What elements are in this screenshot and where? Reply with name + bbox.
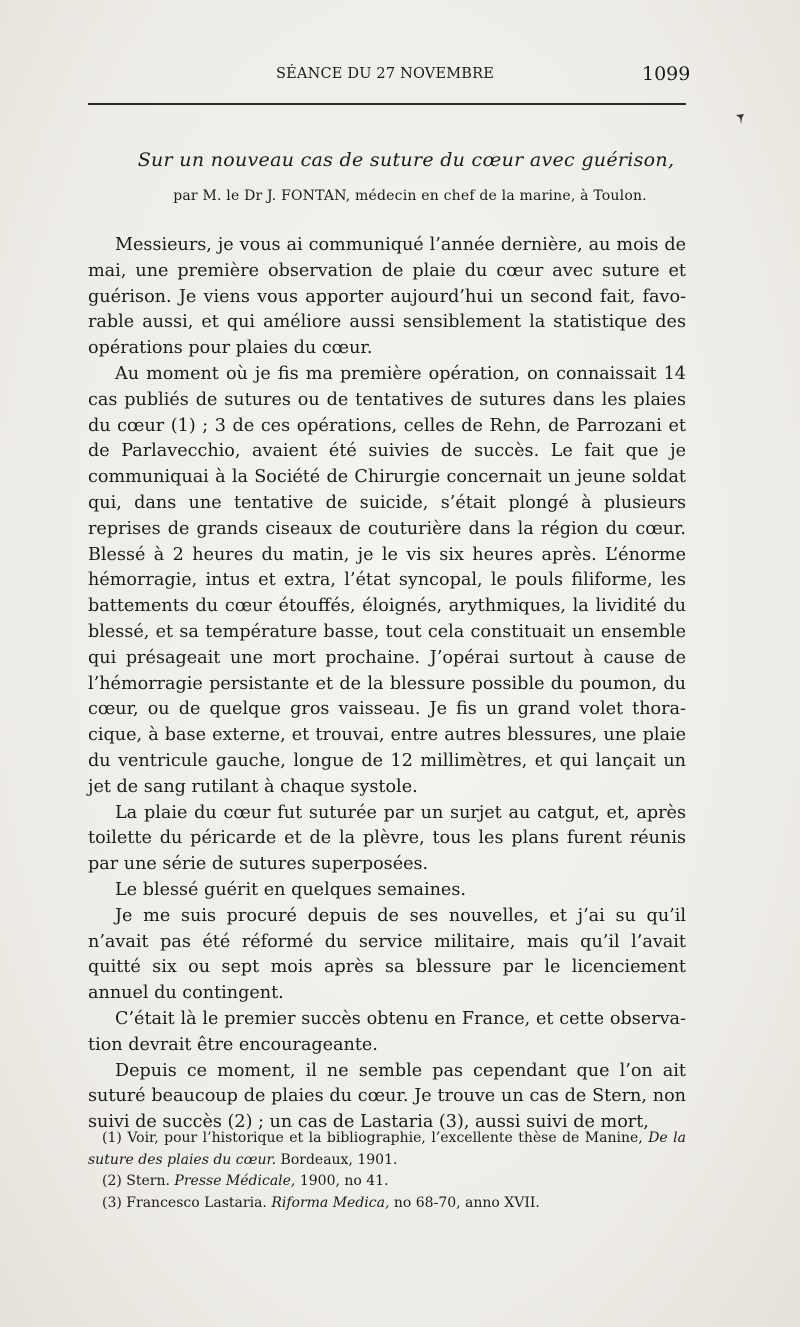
paragraph: Je me suis procuré depuis de ses nouvelles, et j’ai su qu’il n’avait pas été réformé du service militaire, mais qu’il l’avait quitté six ou sept mois après sa blessure par le licenciement annuel du contingent. <box>88 905 686 1004</box>
paragraph: Messieurs, je vous ai communiqué l’année dernière, au mois de mai, une première observation de plaie du cœur avec suture et guérison. Je viens vous apporter aujourd’hui un second fait, favorable aussi, et qui améliore aussi sensiblement la statistique des opérations pour plaies du cœur. <box>88 235 686 359</box>
footnote-work-title: De la suture des plaies du cœur. <box>88 1130 686 1168</box>
running-title: SÉANCE DU 27 NOVEMBRE <box>276 66 495 82</box>
footnote-number: (3) <box>102 1194 122 1211</box>
footnote-citation: no 68-70, anno XVII. <box>393 1194 540 1211</box>
footnote-text: Francesco Lastaria. <box>126 1194 267 1211</box>
footnote <box>88 1171 686 1193</box>
footnote-work-title: Presse Médicale, <box>174 1173 296 1189</box>
article-body <box>88 233 686 1136</box>
article-byline: par M. le Dr J. FONTAN, médecin en chef de la marine, à Toulon. <box>173 188 647 204</box>
footnote-citation: 1900, no 41. <box>299 1173 389 1189</box>
footnote-text: Stern. <box>126 1173 170 1189</box>
footnotes <box>88 1128 686 1214</box>
page-number: 1099 <box>642 63 691 85</box>
running-head <box>0 63 800 90</box>
paragraph: C’était là le premier succès obtenu en France, et cette observation devrait être encourageante. <box>88 1008 686 1055</box>
footnote <box>88 1193 686 1215</box>
footnote-work-title: Riforma Medica, <box>271 1194 390 1211</box>
footnote-number: (2) <box>102 1173 122 1189</box>
footnote <box>88 1128 686 1171</box>
header-rule <box>88 103 686 105</box>
footnote-text: Voir, pour l’historique et la bibliographie, l’excellente thèse de Manine, <box>127 1130 643 1146</box>
ink-mark-icon <box>735 113 745 125</box>
footnote-citation: Bordeaux, 1901. <box>280 1151 398 1168</box>
paragraph: La plaie du cœur fut suturée par un surjet au catgut, et, après toilette du péricarde et de la plèvre, tous les plans furent réunis par une série de sutures superposées. <box>88 802 686 875</box>
article-title: Sur un nouveau cas de suture du cœur avec guérison, <box>137 149 675 171</box>
footnote-number: (1) <box>102 1130 122 1146</box>
paragraph: Au moment où je fis ma première opération, on connaissait 14 cas publiés de sutures ou de tentatives de sutures dans les plaies du cœur (1) ; 3 de ces opérations, celles de Rehn, de Parrozani et de Parlavecchio, avaient été suivies de succès. Le fait que je communiquai à la Société de Chirurgie concernait un jeune soldat qui, dans une tentative de suicide, s’était plongé à plusieurs reprises de grands ciseaux de couturière dans la région du cœur. Blessé à 2 heures du matin, je le vis six heures après. L’énorme hémorragie, intus et extra, l’état syncopal, le pouls filiforme, les battements du cœur étouffés, éloignés, arythmiques, la lividité du blessé, et sa température basse, tout cela constituait un ensemble qui présageait une mort prochaine. J’opérai surtout à cause de l’hémorragie persistante et de la blessure possible du poumon, du cœur, ou de quelque gros vaisseau. Je fis un grand volet thoracique, à base externe, et trouvai, entre autres blessures, une plaie du ventricule gauche, longue de 12 millimètres, et qui lançait un jet de sang rutilant à chaque systole. <box>88 363 686 797</box>
paragraph: Le blessé guérit en quelques semaines. <box>115 879 466 900</box>
paragraph: Depuis ce moment, il ne semble pas cependant que l’on ait suturé beaucoup de plaies du cœur. Je trouve un cas de Stern, non suivi de succès (2) ; un cas de Lastaria (3), aussi suivi de mort, <box>88 1060 686 1133</box>
